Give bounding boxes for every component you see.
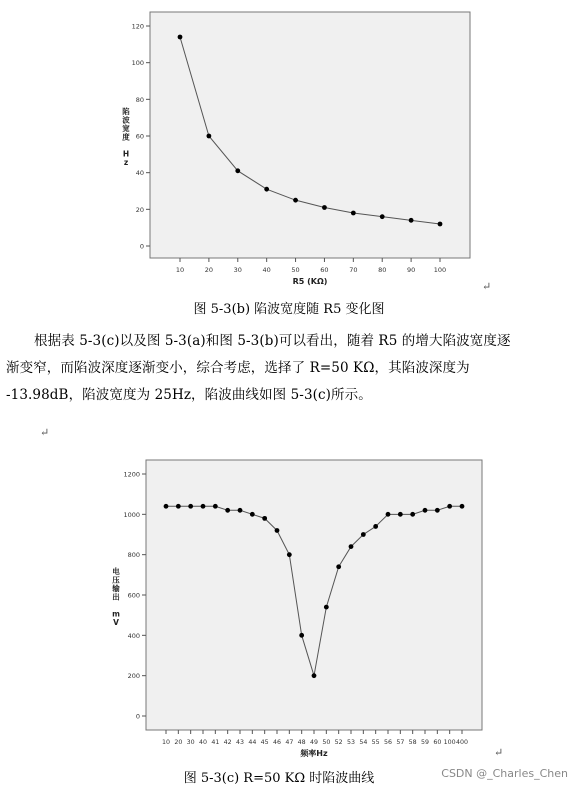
x-tick-label: 46 [272, 739, 282, 746]
data-point [188, 504, 193, 509]
y-axis-label: 陷波宽度 H z [122, 106, 130, 167]
data-point [410, 512, 415, 517]
data-point [322, 205, 327, 210]
x-tick-label: 400 [455, 739, 469, 746]
y-tick-label: 40 [135, 169, 144, 178]
y-tick-label: 1200 [123, 470, 140, 479]
csdn-watermark: CSDN @_Charles_Chen [441, 767, 568, 780]
y-tick-label: 20 [135, 205, 144, 214]
y-tick-label: 800 [127, 551, 140, 560]
data-point [275, 528, 280, 533]
figure1-caption: 图 5-3(b) 陷波宽度随 R5 变化图 [193, 302, 385, 317]
x-tick-label: 40 [262, 266, 271, 274]
data-point [287, 552, 292, 557]
data-point [423, 508, 428, 513]
x-tick-label: 60 [433, 739, 442, 746]
x-tick-label: 53 [346, 739, 356, 746]
data-point [361, 532, 366, 537]
x-tick-label: 42 [223, 739, 232, 746]
x-tick-label: 30 [186, 739, 195, 746]
x-axis-label: R5 (KΩ) [292, 277, 328, 286]
data-point [336, 564, 341, 569]
paragraph-line-1: 根据表 5-3(c)以及图 5-3(a)和图 5-3(b)可以看出，随着 R5 的增大陷波宽度逐 [34, 333, 511, 349]
y-tick-label: 400 [127, 631, 140, 640]
data-point [373, 524, 378, 529]
x-tick-label: 30 [233, 266, 242, 274]
x-tick-label: 47 [285, 739, 294, 746]
x-tick-label: 80 [378, 266, 387, 274]
x-tick-label: 10 [161, 739, 171, 746]
figure2-caption: 图 5-3(c) R=50 KΩ 时陷波曲线 [183, 771, 375, 786]
data-point [262, 516, 267, 521]
data-point [225, 508, 230, 513]
data-point [324, 605, 329, 610]
x-tick-label: 48 [297, 739, 306, 746]
chart-notch-width-svg [108, 8, 476, 290]
x-tick-label: 49 [309, 739, 319, 746]
data-point [238, 508, 243, 513]
x-tick-label: 54 [359, 739, 368, 746]
data-point [438, 222, 443, 227]
x-tick-label: 10 [175, 266, 185, 274]
x-tick-label: 90 [406, 266, 416, 274]
y-axis-label: 电压输出 m V [112, 566, 120, 627]
paragraph-mark: ↵ [494, 746, 504, 759]
x-axis-label: 频率Hz [300, 749, 328, 758]
data-point [264, 187, 269, 192]
x-tick-label: 70 [349, 266, 358, 274]
x-tick-label: 45 [260, 739, 269, 746]
data-point [351, 211, 356, 216]
x-tick-label: 43 [235, 739, 245, 746]
y-tick-label: 1000 [123, 510, 140, 519]
plot-area [146, 460, 482, 730]
y-tick-label: 100 [131, 59, 144, 68]
data-point [409, 218, 414, 223]
data-point [447, 504, 452, 509]
data-point [312, 673, 317, 678]
x-tick-label: 20 [174, 739, 183, 746]
x-tick-label: 58 [408, 739, 417, 746]
y-tick-label: 0 [139, 242, 144, 251]
data-point [178, 35, 183, 40]
data-point [435, 508, 440, 513]
paragraph-line-2: 渐变窄，而陷波深度逐渐变小，综合考虑，选择了 R=50 KΩ，其陷波深度为 [6, 360, 470, 376]
plot-area [150, 12, 470, 258]
chart-notch-curve-svg [100, 454, 492, 760]
paragraph-mark: ↵ [482, 280, 492, 293]
data-point [460, 504, 465, 509]
body-paragraph [6, 328, 572, 409]
data-point [299, 633, 304, 638]
x-tick-label: 55 [371, 739, 380, 746]
x-tick-label: 41 [211, 739, 220, 746]
y-tick-label: 600 [127, 591, 140, 600]
y-tick-label: 200 [127, 672, 140, 681]
y-tick-label: 80 [135, 95, 144, 104]
x-tick-label: 50 [291, 266, 300, 274]
y-tick-label: 60 [135, 132, 144, 141]
data-point [380, 214, 385, 219]
x-tick-label: 50 [322, 739, 331, 746]
data-point [349, 544, 354, 549]
data-point [176, 504, 181, 509]
data-point [386, 512, 391, 517]
x-tick-label: 52 [334, 739, 343, 746]
data-point [164, 504, 169, 509]
data-point [213, 504, 218, 509]
x-tick-label: 100 [443, 739, 456, 746]
y-tick-label: 0 [135, 712, 140, 721]
y-tick-label: 120 [131, 22, 144, 31]
x-tick-label: 56 [383, 739, 393, 746]
data-point [206, 134, 211, 139]
x-tick-label: 60 [320, 266, 329, 274]
data-point [201, 504, 206, 509]
data-point [293, 198, 298, 203]
x-tick-label: 100 [433, 266, 447, 274]
x-tick-label: 20 [204, 266, 214, 274]
x-tick-label: 44 [248, 739, 257, 746]
x-tick-label: 59 [420, 739, 430, 746]
paragraph-mark: ↵ [40, 426, 50, 439]
data-point [250, 512, 255, 517]
x-tick-label: 40 [198, 739, 208, 746]
chart-notch-curve [100, 454, 492, 760]
x-tick-label: 57 [396, 739, 405, 746]
data-point [235, 168, 240, 173]
data-point [398, 512, 403, 517]
paragraph-line-3: -13.98dB，陷波宽度为 25Hz，陷波曲线如图 5-3(c)所示。 [6, 387, 372, 403]
chart-notch-width [108, 8, 476, 290]
